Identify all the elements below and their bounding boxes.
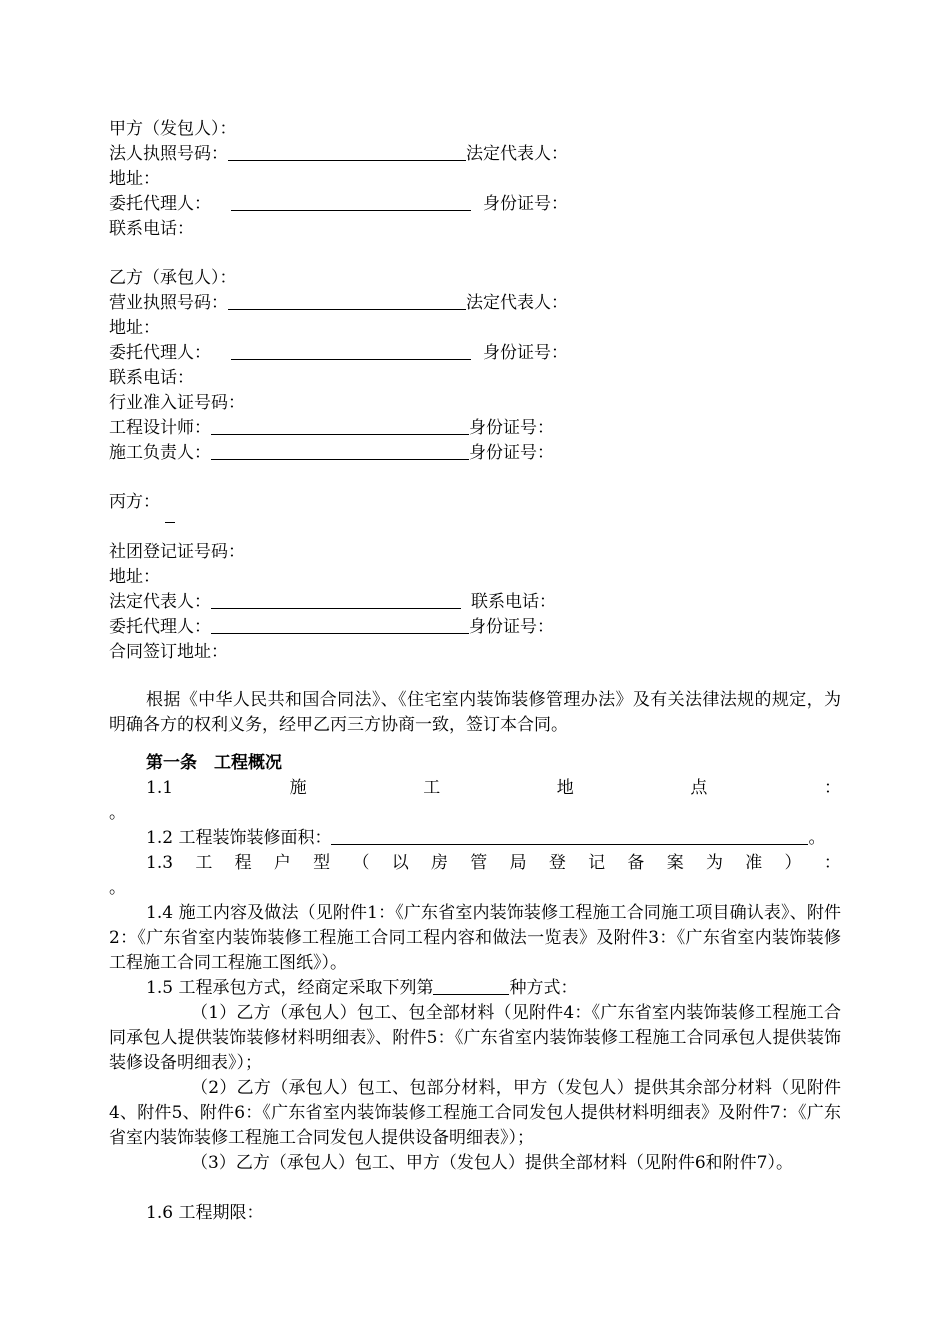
type-word: 型 (313, 853, 331, 873)
article-1-3-type-row (109, 851, 841, 876)
type-word: 案 (666, 853, 684, 873)
party-b-license-label: 营业执照号码： (109, 293, 228, 313)
type-word: 准 (745, 853, 763, 873)
party-c-phone-label: 联系电话： (471, 592, 556, 612)
type-word: 房 (431, 853, 449, 873)
party-a-title: 甲方（发包人）： (109, 119, 237, 139)
type-word: ） (784, 853, 802, 873)
party-b-agent-blank[interactable] (231, 341, 471, 360)
party-a-license-blank[interactable] (228, 142, 466, 161)
area-blank[interactable] (331, 826, 808, 845)
party-c-title: 丙方： (109, 492, 160, 512)
type-word: 以 (391, 853, 409, 873)
party-b-license-blank[interactable] (228, 291, 466, 310)
party-a-phone-label: 联系电话： (109, 219, 194, 239)
area-end: 。 (808, 828, 826, 848)
article-1-5-method-row (146, 976, 577, 1001)
article-1-heading: 第一条 工程概况 (146, 753, 282, 773)
party-b-agent-row (109, 341, 568, 366)
type-word: 记 (588, 853, 606, 873)
party-c-id-label: 身份证号： (469, 617, 554, 637)
type-word: 工 (195, 853, 213, 873)
area-label: 1.2 工程装饰装修面积： (146, 828, 332, 848)
site-word: 点 (690, 778, 708, 798)
party-a-license-label: 法人执照号码： (109, 144, 228, 164)
party-b-phone-label: 联系电话： (109, 368, 194, 388)
article-1-1-site-end: 。 (109, 803, 126, 823)
party-b-designer-label: 工程设计师： (109, 418, 211, 438)
party-a-id-label: 身份证号： (483, 194, 568, 214)
party-a-agent-row (109, 192, 568, 217)
party-b-manager-id-label: 身份证号： (469, 443, 554, 463)
site-word: 工 (423, 778, 441, 798)
party-b-agent-label: 委托代理人： (109, 343, 211, 363)
party-b-manager-row (109, 441, 554, 466)
party-c-legal-rep-label: 法定代表人： (109, 592, 211, 612)
article-1-5-option-3: （3）乙方（承包人）包工、甲方（发包人）提供全部材料（见附件6和附件7）。 (191, 1153, 793, 1173)
site-word: 施 (289, 778, 307, 798)
article-1-3-type-end: 。 (109, 878, 126, 898)
type-word: 备 (627, 853, 645, 873)
party-c-society-cert-label: 社团登记证号码： (109, 542, 245, 562)
method-pre: 1.5 工程承包方式，经商定采取下列第 (146, 978, 434, 998)
method-blank[interactable] (433, 976, 509, 995)
site-word: 地 (556, 778, 574, 798)
party-c-legal-rep-blank[interactable] (211, 590, 461, 609)
stray-dash (165, 522, 175, 523)
party-a-agent-blank[interactable] (231, 192, 471, 211)
party-c-legal-rep-row (109, 590, 556, 615)
article-1-6-period-label: 1.6 工程期限： (146, 1203, 264, 1223)
article-1-5-option-2: （2）乙方（承包人）包工、包部分材料，甲方（发包人）提供其余部分材料（见附件4、附件5、附件6：《广东省室内装饰装修工程施工合同发包人提供材料明细表》及附件7：《广东省室内装饰装修工程施工合同发包人提供设备明细表》）； (109, 1078, 841, 1148)
party-b-manager-label: 施工负责人： (109, 443, 211, 463)
party-b-legal-rep-label: 法定代表人： (466, 293, 568, 313)
type-word: ： (823, 853, 841, 873)
type-word: 1.3 (146, 853, 174, 873)
party-c-agent-row (109, 615, 554, 640)
type-word: 为 (705, 853, 723, 873)
party-b-license-row (109, 291, 568, 316)
method-post: 种方式： (509, 978, 578, 998)
type-word: 管 (470, 853, 488, 873)
party-c-agent-label: 委托代理人： (109, 617, 211, 637)
article-1-4-content: 1.4 施工内容及做法（见附件1：《广东省室内装饰装修工程施工合同施工项目确认表》、附件2：《广东省室内装饰装修工程施工合同工程内容和做法一览表》及附件3：《广东省室内装饰装修工程施工合同工程施工图纸》）。 (109, 903, 841, 973)
party-a-agent-label: 委托代理人： (109, 194, 211, 214)
site-word: ： (823, 778, 841, 798)
party-c-sign-address-label: 合同签订地址： (109, 642, 228, 662)
party-b-id-label: 身份证号： (483, 343, 568, 363)
party-b-designer-id-label: 身份证号： (469, 418, 554, 438)
party-b-title: 乙方（承包人）： (109, 268, 237, 288)
party-b-designer-row (109, 416, 554, 441)
site-word: 1.1 (146, 778, 174, 798)
party-a-legal-rep-label: 法定代表人： (466, 144, 568, 164)
article-1-1-site-row (109, 776, 841, 801)
party-b-industry-cert-label: 行业准入证号码： (109, 393, 245, 413)
party-a-address-label: 地址： (109, 169, 160, 189)
type-word: 户 (273, 853, 291, 873)
party-c-agent-blank[interactable] (211, 615, 469, 634)
type-word: 局 (509, 853, 527, 873)
party-b-address-label: 地址： (109, 318, 160, 338)
party-b-manager-blank[interactable] (211, 441, 469, 460)
type-word: 程 (234, 853, 252, 873)
party-b-designer-blank[interactable] (211, 416, 469, 435)
article-1-5-option-1: （1）乙方（承包人）包工、包全部材料（见附件4：《广东省室内装饰装修工程施工合同承包人提供装饰装修材料明细表》、附件5：《广东省室内装饰装修工程施工合同承包人提供装饰装修设备明细表》）； (109, 1003, 841, 1073)
party-c-address-label: 地址： (109, 567, 160, 587)
party-a-license-row (109, 142, 568, 167)
type-word: （ (352, 853, 370, 873)
type-word: 登 (548, 853, 566, 873)
article-1-2-area-row (146, 826, 825, 851)
preamble-paragraph: 根据《中华人民共和国合同法》、《住宅室内装饰装修管理办法》及有关法律法规的规定，为明确各方的权利义务，经甲乙丙三方协商一致，签订本合同。 (109, 690, 841, 735)
